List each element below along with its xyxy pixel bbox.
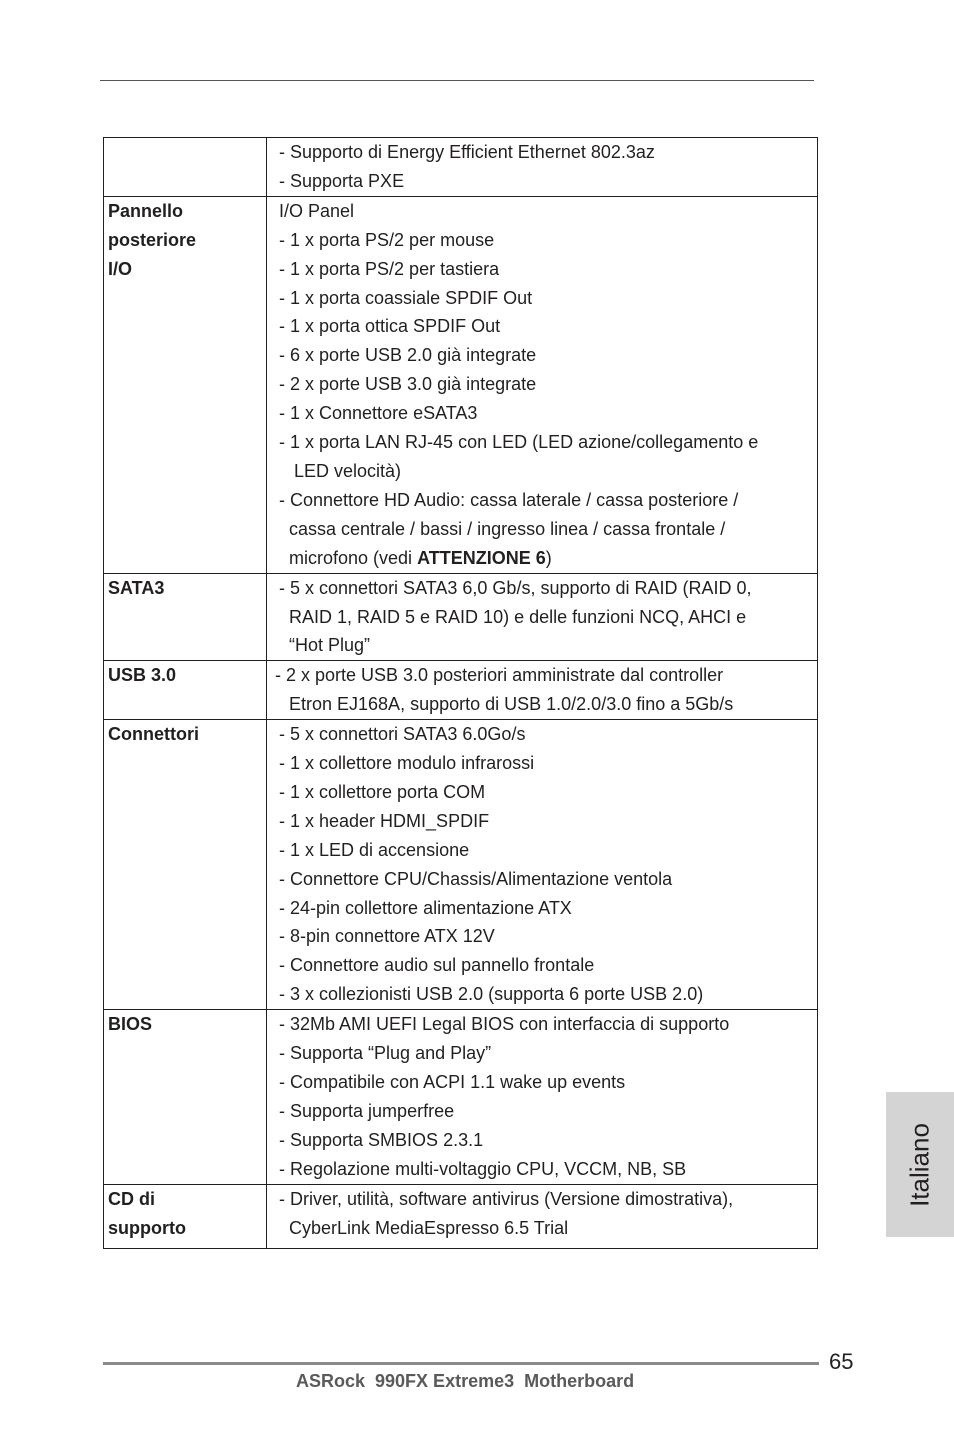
list-item: - 1 x header HDMI_SPDIF bbox=[279, 810, 490, 831]
row-label-line: posteriore bbox=[108, 229, 197, 250]
list-item: - 1 x Connettore eSATA3 bbox=[279, 403, 478, 424]
table-row bbox=[104, 1184, 818, 1249]
list-item: - 1 x porta PS/2 per tastiera bbox=[279, 258, 500, 279]
list-item: - 32Mb AMI UEFI Legal BIOS con interfaccia di supporto bbox=[279, 1014, 730, 1035]
list-item: - Supporta SMBIOS 2.3.1 bbox=[279, 1129, 484, 1150]
top-rule bbox=[100, 80, 814, 81]
note-suffix: ) bbox=[545, 547, 552, 568]
row-content bbox=[267, 196, 818, 573]
list-item: cassa centrale / bassi / ingresso linea / cassa frontale / bbox=[289, 518, 726, 539]
list-item: - 1 x collettore porta COM bbox=[279, 781, 486, 802]
language-tab bbox=[886, 1092, 954, 1237]
list-item: - 1 x collettore modulo infrarossi bbox=[279, 753, 535, 774]
table-row bbox=[104, 1010, 818, 1184]
row-label-line: USB 3.0 bbox=[108, 665, 177, 686]
list-item: - 1 x porta LAN RJ-45 con LED (LED azione/collegamento e bbox=[279, 432, 759, 453]
row-content bbox=[267, 661, 818, 720]
row-label bbox=[104, 573, 267, 661]
list-item: - 1 x porta coassiale SPDIF Out bbox=[279, 287, 533, 308]
row-label bbox=[104, 138, 267, 197]
row-label-line: Pannello bbox=[108, 200, 184, 221]
row-label bbox=[104, 1010, 267, 1184]
note-prefix: microfono (vedi bbox=[289, 547, 418, 568]
list-item: - Connettore CPU/Chassis/Alimentazione ventola bbox=[279, 868, 673, 889]
list-item: - 1 x porta ottica SPDIF Out bbox=[279, 316, 501, 337]
list-item: - Connettore audio sul pannello frontale bbox=[279, 955, 595, 976]
list-item: - Driver, utilità, software antivirus (Versione dimostrativa), bbox=[279, 1188, 734, 1209]
list-item: - Connettore HD Audio: cassa laterale / cassa posteriore / bbox=[279, 489, 739, 510]
list-item: - 3 x collezionisti USB 2.0 (supporta 6 porte USB 2.0) bbox=[279, 984, 704, 1005]
list-item: - Regolazione multi-voltaggio CPU, VCCM, NB, SB bbox=[279, 1158, 687, 1179]
bottom-rule bbox=[103, 1362, 819, 1365]
row-label bbox=[104, 661, 267, 720]
note-reference: ATTENZIONE 6 bbox=[417, 547, 546, 568]
row-content bbox=[267, 138, 818, 197]
list-item: - 1 x LED di accensione bbox=[279, 839, 470, 860]
row-label-line: Connettori bbox=[108, 724, 199, 745]
row-label-line: I/O bbox=[108, 258, 133, 279]
list-item: - Supporta PXE bbox=[279, 170, 405, 191]
list-item bbox=[279, 544, 817, 573]
list-item: “Hot Plug” bbox=[289, 635, 371, 656]
table-row bbox=[104, 573, 818, 661]
language-tab-label: Italiano bbox=[904, 1122, 935, 1207]
row-content bbox=[267, 1184, 818, 1249]
list-item: Etron EJ168A, supporto di USB 1.0/2.0/3.0 fino a 5Gb/s bbox=[289, 694, 734, 715]
row-label bbox=[104, 720, 267, 1010]
table-row bbox=[104, 138, 818, 197]
row-label bbox=[104, 196, 267, 573]
row-label-line: SATA3 bbox=[108, 577, 165, 598]
list-item: - 6 x porte USB 2.0 già integrate bbox=[279, 345, 537, 366]
list-item: - 1 x porta PS/2 per mouse bbox=[279, 229, 495, 250]
row-label bbox=[104, 1184, 267, 1249]
table-row bbox=[104, 661, 818, 720]
row-label-line: BIOS bbox=[108, 1014, 153, 1035]
list-item: RAID 1, RAID 5 e RAID 10) e delle funzioni NCQ, AHCI e bbox=[289, 606, 747, 627]
table-row bbox=[104, 196, 818, 573]
row-label-line: supporto bbox=[108, 1217, 186, 1238]
list-item: LED velocità) bbox=[294, 460, 402, 481]
table-row bbox=[104, 720, 818, 1010]
list-item: CyberLink MediaEspresso 6.5 Trial bbox=[289, 1217, 569, 1238]
list-item: - Supporta “Plug and Play” bbox=[279, 1043, 492, 1064]
list-item: - 8-pin connettore ATX 12V bbox=[279, 926, 495, 947]
footer-title: ASRock 990FX Extreme3 Motherboard bbox=[296, 1371, 635, 1391]
list-item: - 5 x connettori SATA3 6.0Go/s bbox=[279, 724, 526, 745]
list-item: I/O Panel bbox=[279, 200, 355, 221]
row-content bbox=[267, 573, 818, 661]
list-item: - 2 x porte USB 3.0 già integrate bbox=[279, 374, 537, 395]
row-content bbox=[267, 1010, 818, 1184]
list-item: - Compatibile con ACPI 1.1 wake up events bbox=[279, 1072, 626, 1092]
list-item: - 2 x porte USB 3.0 posteriori amministrate dal controller bbox=[275, 665, 724, 686]
row-content bbox=[267, 720, 818, 1010]
row-label-line: CD di bbox=[108, 1188, 155, 1209]
page-number: 65 bbox=[829, 1349, 854, 1374]
spec-table bbox=[103, 137, 818, 1249]
list-item: - Supporto di Energy Efficient Ethernet 802.3az bbox=[279, 142, 655, 162]
list-item: - 5 x connettori SATA3 6,0 Gb/s, supporto di RAID (RAID 0, bbox=[279, 577, 752, 598]
list-item: - 24-pin collettore alimentazione ATX bbox=[279, 897, 572, 918]
list-item: - Supporta jumperfree bbox=[279, 1100, 455, 1121]
